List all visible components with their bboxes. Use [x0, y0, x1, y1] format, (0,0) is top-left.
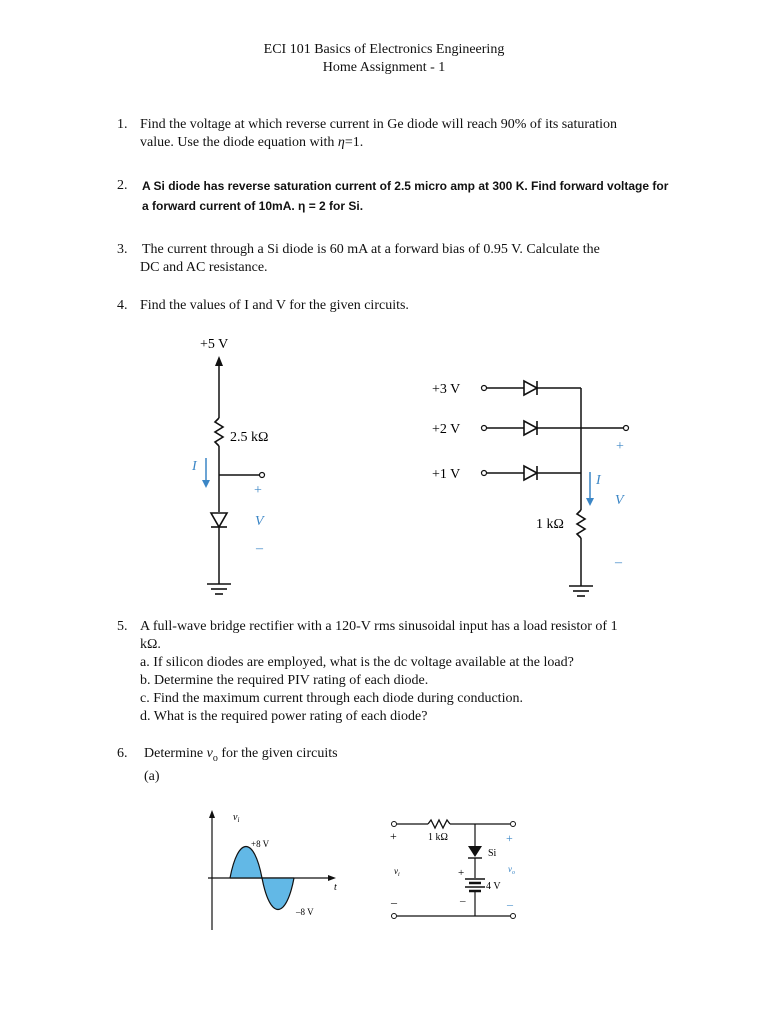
terminal-icon	[511, 914, 516, 919]
supply-voltage-label: +5 V	[200, 337, 229, 352]
input-voltage-label: $v_i$	[394, 866, 400, 878]
question-text: DC and AC resistance.	[140, 260, 268, 275]
question-part-b: b. Determine the required PIV rating of each diode.	[140, 673, 429, 688]
diode-icon	[468, 846, 482, 857]
clipper-circuit	[380, 808, 540, 928]
terminal-icon	[392, 822, 397, 827]
diode-type-label: Si	[488, 848, 497, 859]
battery-plus-sign: +	[458, 867, 465, 879]
resistor-value-label: 1 kΩ	[428, 832, 448, 843]
output-minus-sign: –	[507, 897, 513, 911]
peak-positive-label: +8 V	[251, 839, 270, 849]
question-part-label: (a)	[144, 768, 160, 784]
question-number: 2.	[117, 178, 128, 193]
question-text: a forward current of 10mA. η = 2 for Si.	[142, 199, 364, 213]
question-text: A Si diode has reverse saturation current of 2.5 micro amp at 300 K. Find forward voltage for	[142, 179, 669, 193]
minus-sign: –	[615, 555, 622, 570]
waveform-xlabel: t	[334, 882, 337, 893]
current-arrow-icon	[202, 480, 210, 488]
assignment-course-title: ECI 101 Basics of Electronics Engineering	[263, 42, 505, 57]
input-voltage-3-label: +1 V	[432, 467, 461, 482]
question-number: 1.	[117, 117, 128, 132]
voltage-label: V	[615, 493, 624, 508]
resistor-value-label: 2.5 kΩ	[230, 430, 269, 445]
input-voltage-1-label: +3 V	[432, 382, 461, 397]
question-text: for the given circuits	[217, 746, 338, 761]
diode-circuit-1	[180, 330, 310, 610]
current-label: I	[192, 459, 197, 474]
question-text: A full-wave bridge rectifier with a 120-V rms sinusoidal input has a load resistor of 1	[140, 619, 618, 634]
question-number: 4.	[117, 298, 128, 313]
axis-arrow-icon	[328, 875, 336, 881]
output-plus-sign: +	[506, 831, 513, 845]
question-number: 5.	[117, 619, 128, 634]
waveform-ylabel: $v_i$	[233, 812, 240, 824]
question-number: 6.	[117, 746, 128, 761]
resistor-icon	[577, 510, 585, 538]
peak-negative-label: –8 V	[296, 907, 314, 917]
terminal-icon	[511, 822, 516, 827]
question-text: The current through a Si diode is 60 mA at a forward bias of 0.95 V. Calculate the	[142, 242, 600, 257]
resistor-icon	[215, 418, 223, 446]
voltage-label: V	[255, 514, 264, 529]
question-text: kΩ.	[140, 637, 161, 652]
question-text: Find the values of I and V for the given circuits.	[140, 298, 409, 313]
question-text: Find the voltage at which reverse current in Ge diode will reach 90% of its saturation	[140, 117, 618, 132]
question-text: =1.	[344, 135, 364, 150]
terminal-icon	[482, 426, 487, 431]
input-waveform	[200, 806, 350, 940]
output-voltage-label: $v_o$	[508, 864, 515, 876]
axis-arrow-icon	[209, 810, 215, 818]
diode-icon	[524, 466, 537, 480]
diode-icon	[211, 513, 227, 527]
terminal-icon	[482, 386, 487, 391]
eta-symbol: η	[337, 135, 345, 150]
assignment-subtitle: Home Assignment - 1	[322, 60, 446, 75]
question-text: Determine	[144, 746, 207, 761]
plus-sign: +	[616, 439, 624, 454]
input-minus-sign: –	[391, 895, 397, 909]
input-plus-sign: +	[390, 829, 397, 843]
terminal-icon	[260, 473, 265, 478]
question-part-a: a. If silicon diodes are employed, what is the dc voltage available at the load?	[140, 655, 574, 670]
current-arrow-icon	[586, 498, 594, 506]
battery-value-label: 4 V	[486, 881, 501, 892]
terminal-icon	[482, 471, 487, 476]
current-label: I	[596, 473, 601, 488]
diode-circuit-2	[420, 360, 650, 620]
plus-sign: +	[254, 483, 262, 498]
question-text: value. Use the diode equation with	[140, 135, 338, 150]
vo-subscript: o	[212, 752, 218, 764]
diode-icon	[524, 421, 537, 435]
battery-minus-sign: –	[460, 895, 466, 907]
resistor-value-label: 1 kΩ	[536, 517, 564, 532]
input-voltage-2-label: +2 V	[432, 422, 461, 437]
terminal-icon	[392, 914, 397, 919]
diode-icon	[524, 381, 537, 395]
question-number: 3.	[117, 242, 128, 257]
minus-sign: –	[256, 541, 263, 556]
terminal-icon	[624, 426, 629, 431]
question-part-c: c. Find the maximum current through each diode during conduction.	[140, 691, 523, 706]
question-part-d: d. What is the required power rating of each diode?	[140, 709, 428, 724]
resistor-icon	[428, 820, 450, 828]
vo-symbol: v	[206, 746, 213, 761]
